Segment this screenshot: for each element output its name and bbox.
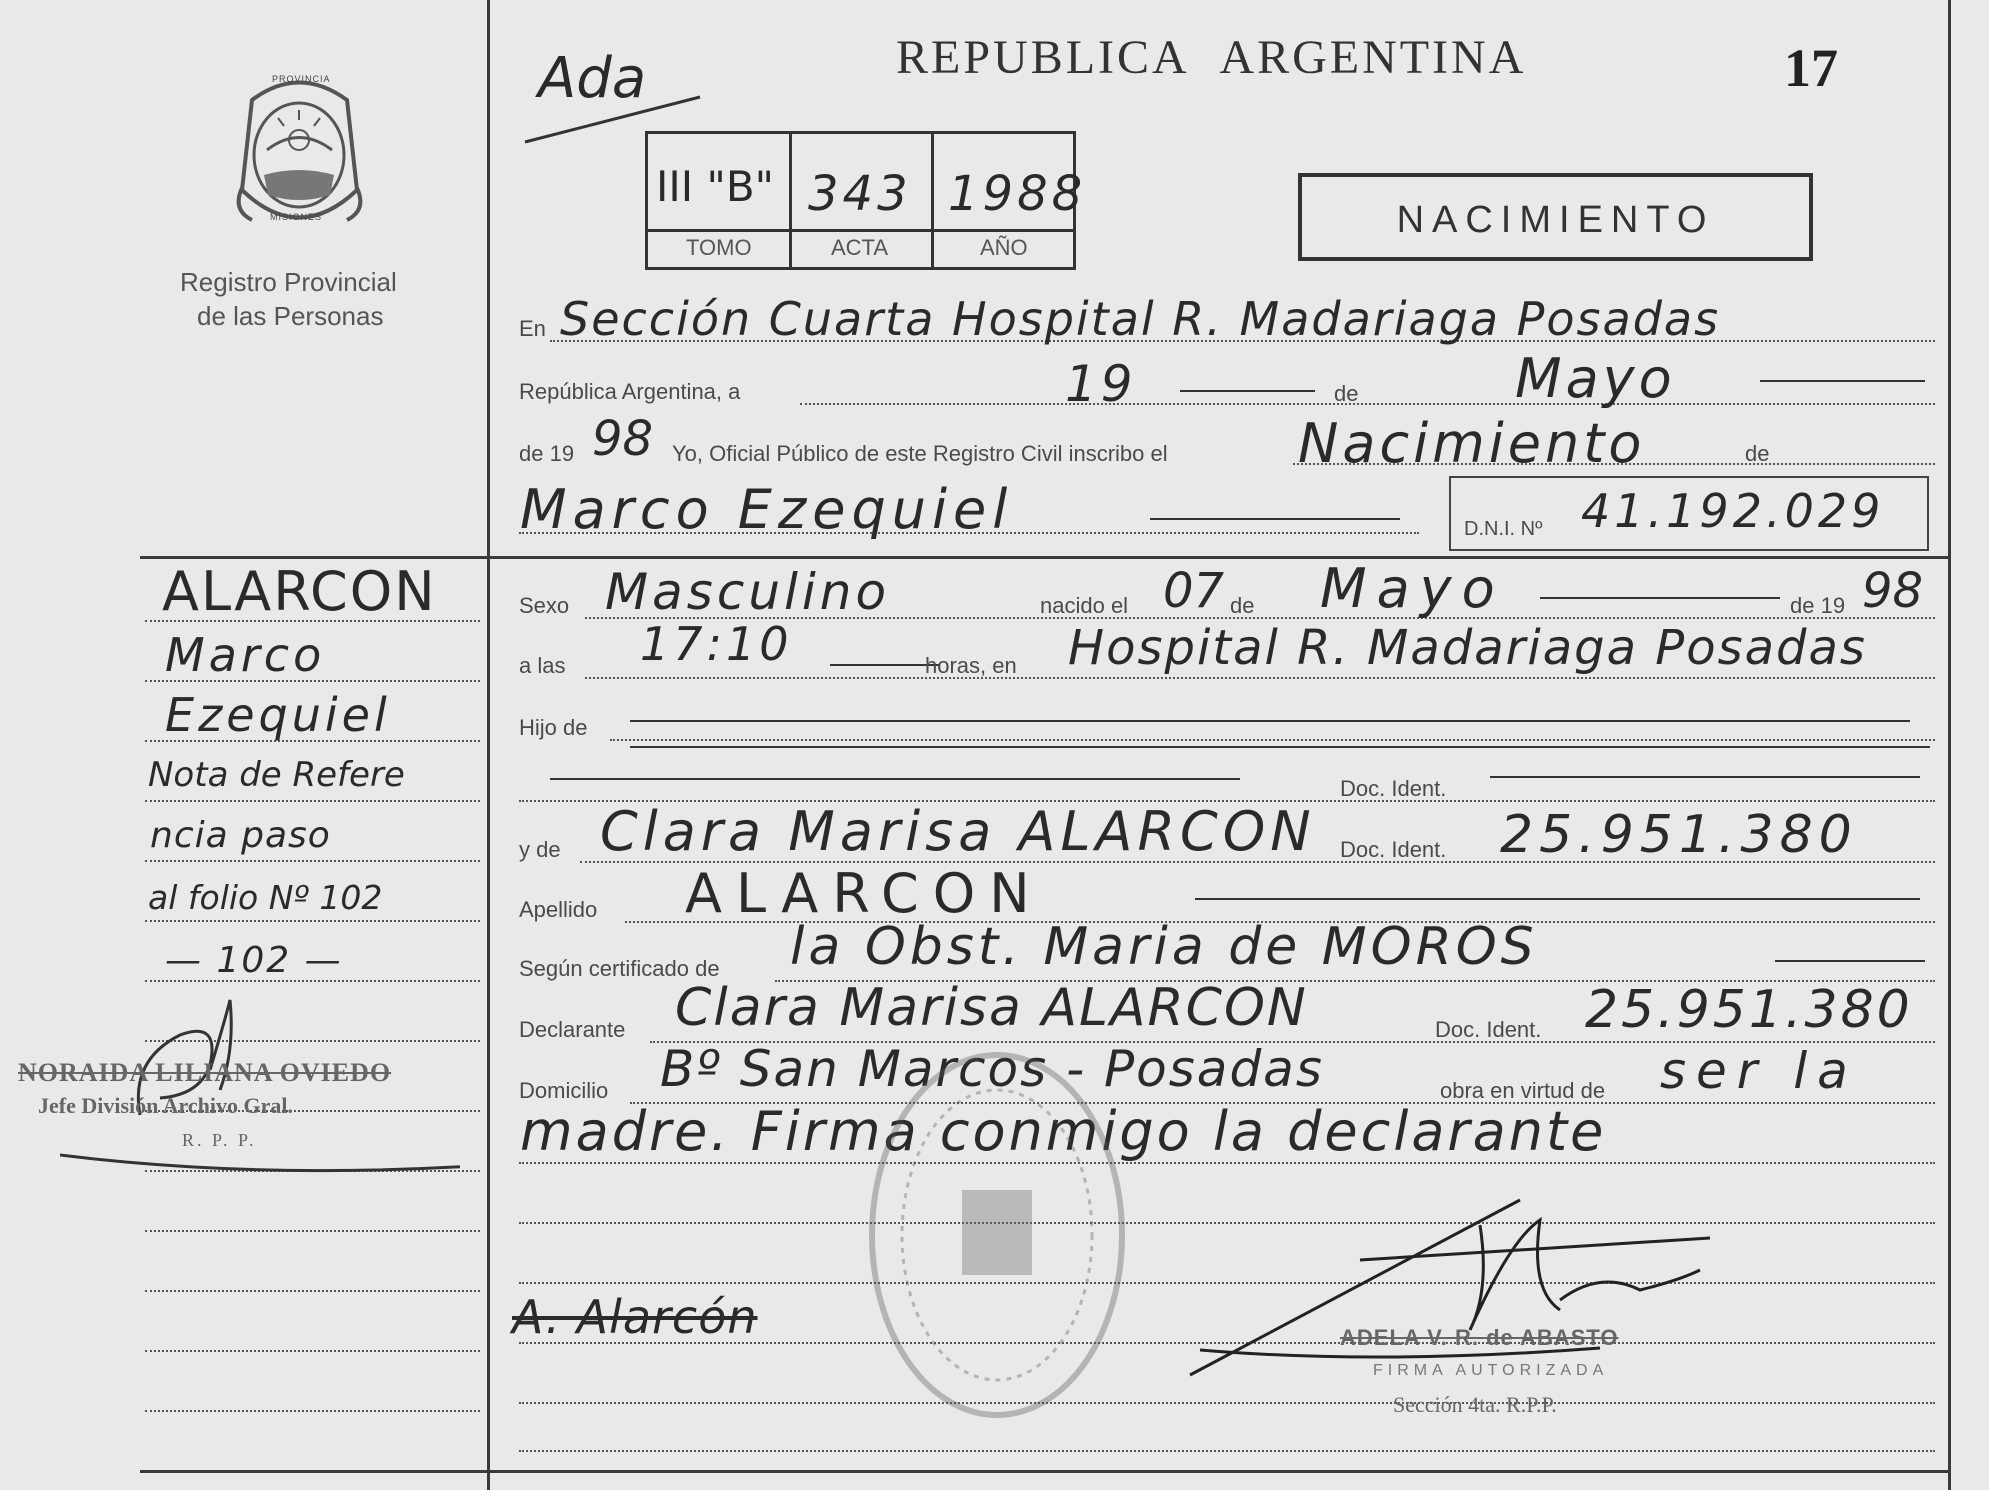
registry-title-line1: Registro Provincial [180, 267, 397, 297]
official-signature-icon [1180, 1180, 1740, 1390]
segun-label: Según certificado de [519, 956, 720, 981]
anio-label: AÑO [980, 235, 1028, 260]
time-line [585, 677, 1935, 679]
firma-autorizada-label: FIRMA AUTORIZADA [1373, 1362, 1609, 1379]
dni-box [1449, 476, 1929, 551]
month-rule [1760, 380, 1925, 382]
margin-note1: Nota de Refere [148, 755, 405, 795]
blank-line-4 [519, 1402, 1935, 1404]
margin-note4: — 102 — [165, 940, 343, 981]
de-label: de [1334, 381, 1359, 406]
official-seal-stamp-icon [862, 1045, 1132, 1425]
record-reference-table [645, 131, 1087, 270]
declarante-doc: 25.951.380 [1585, 980, 1913, 1040]
nacido-label: nacido el [1040, 593, 1129, 618]
y-de-label: y de [519, 837, 561, 862]
domicilio-value: Bº San Marcos - Posadas [660, 1040, 1324, 1098]
de-label-3: de [1230, 593, 1255, 618]
doc-ident-label-2: Doc. Ident. [1340, 837, 1447, 862]
header-annotation: Ada [538, 46, 647, 111]
margin-note3: al folio Nº 102 [148, 878, 383, 917]
day-rule [1180, 390, 1315, 392]
birth-day: 07 [1163, 563, 1225, 619]
obra-value: ser la [1660, 1042, 1858, 1100]
date-line [800, 403, 1935, 405]
hijo-rule-2 [630, 746, 1930, 748]
declarante-label: Declarante [519, 1017, 626, 1042]
segun-rule [1775, 960, 1925, 962]
anio-value: 1988 [948, 166, 1087, 222]
margin-name2: Ezequiel [165, 688, 391, 742]
name-rule [1150, 518, 1400, 520]
hijo-label: Hijo de [519, 715, 588, 740]
a-las-label: a las [519, 653, 566, 678]
sexo-label: Sexo [519, 593, 570, 618]
registration-month: Mayo [1515, 347, 1676, 410]
declarante-value: Clara Marisa ALARCON [675, 978, 1308, 1038]
column-divider [487, 0, 490, 1490]
hijo-line [610, 739, 1935, 741]
dni-value: 41.192.029 [1581, 484, 1885, 538]
seal-bottom-text: MISIONES [270, 212, 323, 222]
document-type-label: NACIMIENTO [1396, 199, 1715, 241]
horas-label: horas, en [925, 653, 1017, 678]
archive-stamp-org: R. P. P. [182, 1130, 257, 1150]
archive-stamp-name: NORAIDA LILIANA OVIEDO [18, 1058, 392, 1087]
margin-surname: ALARCON [162, 560, 437, 623]
margin-line-11 [145, 1230, 480, 1232]
de19-label: de 19 [519, 441, 575, 466]
bottom-border [140, 1470, 1950, 1473]
margin-name1: Marco [165, 628, 326, 682]
acta-value: 343 [808, 166, 912, 222]
seal-top-text: PROVINCIA [272, 74, 331, 84]
oficial-text: Yo, Oficial Público de este Registro Civil inscribo el [672, 441, 1168, 466]
doc-ident-label-3: Doc. Ident. [1435, 1017, 1542, 1042]
time-rule [830, 664, 940, 666]
birth-month: Mayo [1320, 557, 1505, 620]
birth-year: 98 [1862, 563, 1924, 619]
right-border [1948, 0, 1951, 1490]
margin-line-4 [145, 800, 480, 802]
table-divider [789, 134, 792, 267]
official-name: ADELA V. R. de ABASTO [1340, 1325, 1619, 1350]
registration-day: 19 [1065, 355, 1137, 413]
continuation-text: madre. Firma conmigo la declarante [520, 1100, 1607, 1163]
page-number: 17 [1784, 38, 1838, 98]
birth-place: Hospital R. Madariaga Posadas [1068, 620, 1867, 676]
tomo-label: TOMO [686, 235, 752, 260]
person-name: Marco Ezequiel [520, 478, 1014, 541]
apellido-label: Apellido [519, 897, 598, 922]
hijo-rule [630, 720, 1910, 722]
blank-line-5 [519, 1450, 1935, 1452]
domicilio-label: Domicilio [519, 1078, 609, 1103]
father-rule [550, 778, 1240, 780]
de19-label-2: de 19 [1790, 593, 1846, 618]
father-doc-rule [1490, 776, 1920, 778]
doc-ident-label: Doc. Ident. [1340, 776, 1447, 801]
republica-label: República Argentina, a [519, 379, 741, 404]
sexo-value: Masculino [605, 563, 891, 621]
table-divider [931, 134, 934, 267]
document-type-box [1298, 173, 1813, 261]
archive-stamp-title: Jefe División Archivo Gral. [38, 1093, 294, 1118]
registration-year: 98 [592, 411, 654, 467]
margin-line-14 [145, 1410, 480, 1412]
section-label: Sección 4ta. R.P.P. [1393, 1392, 1557, 1417]
registry-title-line2: de las Personas [197, 301, 384, 331]
de-label-2: de [1745, 441, 1770, 466]
en-value: Sección Cuarta Hospital R. Madariaga Posadas [560, 292, 1721, 346]
birth-month-rule [1540, 597, 1780, 599]
dni-label: D.N.I. Nº [1464, 518, 1543, 540]
country-title: REPUBLICA ARGENTINA [896, 31, 1527, 84]
margin-note2: ncia paso [150, 815, 331, 856]
tomo-value: III "B" [656, 162, 774, 211]
apellido-rule [1195, 898, 1920, 900]
en-label: En [519, 316, 546, 341]
apellido-value: ALARCON [685, 862, 1044, 925]
declarant-signature: A. Alarcón [512, 1290, 758, 1344]
margin-line-12 [145, 1290, 480, 1292]
event-value: Nacimiento [1298, 412, 1646, 475]
obra-label: obra en virtud de [1440, 1078, 1606, 1103]
mother-name: Clara Marisa ALARCON [600, 800, 1316, 863]
section-divider [140, 556, 1950, 559]
margin-line-13 [145, 1350, 480, 1352]
segun-value: la Obst. Maria de MOROS [790, 917, 1538, 977]
margin-line-5 [145, 860, 480, 862]
mother-doc: 25.951.380 [1500, 805, 1858, 865]
margin-line-6 [145, 920, 480, 922]
table-divider [648, 229, 1073, 232]
birth-time: 17:10 [640, 617, 793, 671]
acta-label: ACTA [831, 235, 889, 260]
